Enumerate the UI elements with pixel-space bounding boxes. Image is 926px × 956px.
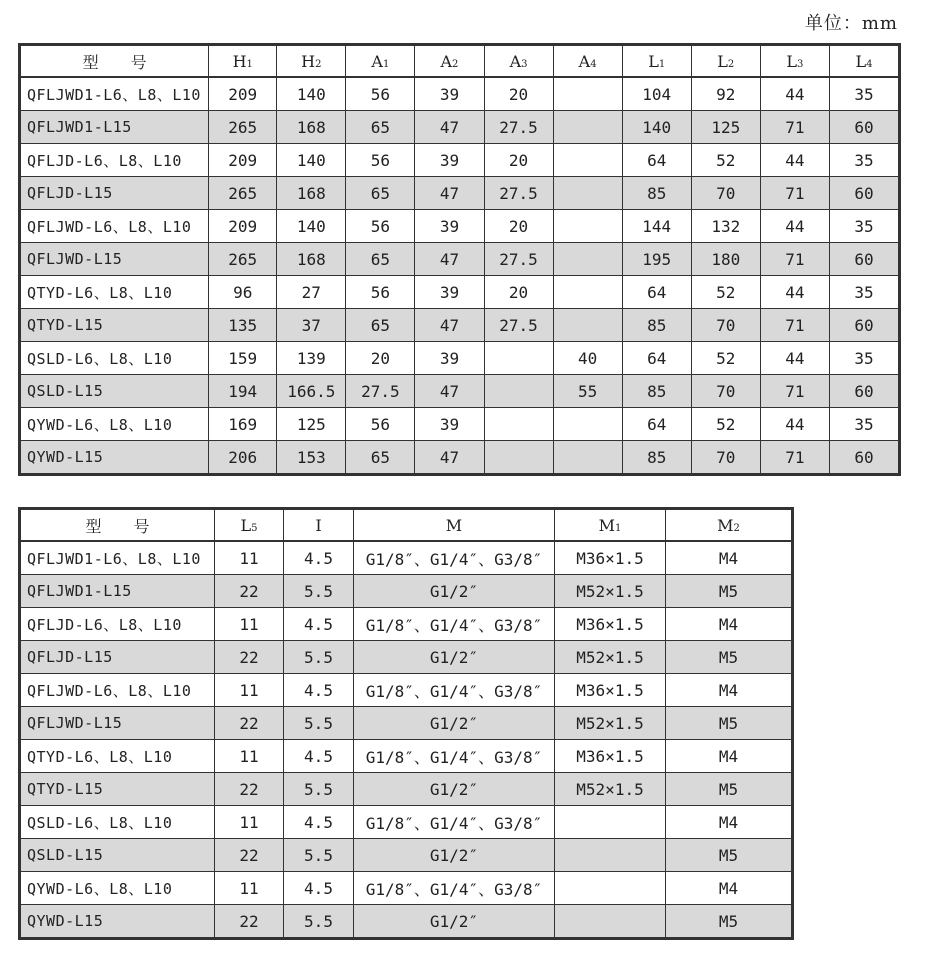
value-cell: M52×1.5 [555, 575, 666, 608]
table-row [20, 575, 793, 608]
model-cell: QFLJD-L15 [20, 641, 215, 674]
header-cell [484, 45, 553, 78]
model-cell: QFLJWD1-L6、L8、L10 [20, 541, 215, 575]
value-cell: 5.5 [284, 707, 354, 740]
value-cell: 35 [829, 276, 899, 309]
value-cell: 85 [622, 177, 691, 210]
header-cell [691, 45, 760, 78]
model-cell: QYWD-L6、L8、L10 [20, 872, 215, 905]
table-row [20, 872, 793, 905]
value-cell [484, 342, 553, 375]
value-cell: 65 [346, 309, 415, 342]
value-cell: 144 [622, 210, 691, 243]
value-cell: 159 [209, 342, 277, 375]
value-cell: 140 [622, 111, 691, 144]
value-cell: 11 [215, 674, 284, 707]
value-cell: 169 [209, 408, 277, 441]
table-row [20, 839, 793, 872]
value-cell: M36×1.5 [555, 740, 666, 773]
value-cell [555, 905, 666, 939]
value-cell: 265 [209, 111, 277, 144]
value-cell: 39 [415, 210, 484, 243]
value-cell: 85 [622, 441, 691, 475]
value-cell: 11 [215, 608, 284, 641]
value-cell: 5.5 [284, 641, 354, 674]
value-cell: 65 [346, 441, 415, 475]
value-cell: 4.5 [284, 740, 354, 773]
value-cell: 139 [277, 342, 346, 375]
header-cell [666, 509, 793, 542]
value-cell [553, 309, 622, 342]
header-cell [209, 45, 277, 78]
value-cell: G1/8″、G1/4″、G3/8″ [354, 608, 555, 641]
value-cell: 39 [415, 77, 484, 111]
header-label: M [717, 515, 734, 535]
value-cell: 166.5 [277, 375, 346, 408]
model-cell: QFLJWD-L6、L8、L10 [20, 674, 215, 707]
table-row [20, 309, 900, 342]
value-cell: 65 [346, 243, 415, 276]
value-cell: 70 [691, 177, 760, 210]
value-cell [555, 872, 666, 905]
value-cell: M36×1.5 [555, 541, 666, 575]
header-subscript: 3 [796, 58, 804, 70]
model-cell: QFLJWD-L15 [20, 707, 215, 740]
value-cell: 70 [691, 309, 760, 342]
table-row [20, 608, 793, 641]
header-label: A [578, 51, 591, 71]
value-cell: 70 [691, 375, 760, 408]
value-cell [553, 243, 622, 276]
value-cell: M36×1.5 [555, 674, 666, 707]
value-cell [484, 441, 553, 475]
value-cell: 27.5 [346, 375, 415, 408]
value-cell: 22 [215, 839, 284, 872]
table-row [20, 243, 900, 276]
value-cell: M4 [666, 740, 793, 773]
value-cell: 22 [215, 575, 284, 608]
value-cell: 44 [760, 77, 829, 111]
value-cell: M5 [666, 773, 793, 806]
header-subscript: 4 [866, 58, 873, 70]
header-cell [553, 45, 622, 78]
header-model [20, 509, 215, 542]
value-cell: 265 [209, 177, 277, 210]
table-row [20, 674, 793, 707]
value-cell: M36×1.5 [555, 608, 666, 641]
value-cell [553, 210, 622, 243]
value-cell: 85 [622, 309, 691, 342]
value-cell: 39 [415, 276, 484, 309]
value-cell: 35 [829, 342, 899, 375]
header-label: L [240, 515, 252, 535]
header-subscript: 1 [615, 522, 622, 534]
model-cell: QTYD-L6、L8、L10 [20, 276, 209, 309]
value-cell: G1/2″ [354, 839, 555, 872]
value-cell: M4 [666, 674, 793, 707]
model-cell: QFLJD-L15 [20, 177, 209, 210]
value-cell: G1/2″ [354, 773, 555, 806]
value-cell: 44 [760, 210, 829, 243]
value-cell: M5 [666, 905, 793, 939]
value-cell: 140 [277, 77, 346, 111]
table-row [20, 740, 793, 773]
header-cell [555, 509, 666, 542]
value-cell: 27.5 [484, 111, 553, 144]
header-label: L [648, 51, 659, 71]
value-cell: 55 [553, 375, 622, 408]
value-cell: 22 [215, 905, 284, 939]
table-row [20, 905, 793, 939]
value-cell: 22 [215, 773, 284, 806]
value-cell: 60 [829, 243, 899, 276]
unit-label: 单位：mm [804, 13, 898, 34]
header-cell [354, 509, 555, 542]
value-cell: 60 [829, 177, 899, 210]
value-cell: 168 [277, 243, 346, 276]
header-cell [277, 45, 346, 78]
value-cell: 11 [215, 872, 284, 905]
value-cell: M4 [666, 541, 793, 575]
value-cell: 153 [277, 441, 346, 475]
value-cell: 52 [691, 276, 760, 309]
value-cell: 195 [622, 243, 691, 276]
header-subscript: 4 [590, 58, 597, 70]
table-row [20, 541, 793, 575]
value-cell: 39 [415, 144, 484, 177]
value-cell [555, 806, 666, 839]
value-cell: M5 [666, 707, 793, 740]
model-cell: QSLD-L6、L8、L10 [20, 342, 209, 375]
value-cell: 39 [415, 408, 484, 441]
value-cell: 47 [415, 111, 484, 144]
value-cell: 65 [346, 111, 415, 144]
header-subscript: 2 [315, 58, 322, 70]
header-label: L [786, 51, 797, 71]
value-cell: 56 [346, 408, 415, 441]
value-cell: 22 [215, 641, 284, 674]
value-cell: 4.5 [284, 872, 354, 905]
value-cell: M4 [666, 872, 793, 905]
model-cell: QFLJWD-L15 [20, 243, 209, 276]
model-cell: QTYD-L15 [20, 309, 209, 342]
value-cell: 92 [691, 77, 760, 111]
value-cell: 125 [691, 111, 760, 144]
value-cell: 209 [209, 210, 277, 243]
value-cell [484, 375, 553, 408]
value-cell: 11 [215, 541, 284, 575]
value-cell: 52 [691, 408, 760, 441]
value-cell: G1/2″ [354, 575, 555, 608]
header-cell [622, 45, 691, 78]
header-label: L [717, 51, 728, 71]
header-row [20, 45, 900, 78]
value-cell: 27.5 [484, 243, 553, 276]
table-row [20, 210, 900, 243]
model-cell: QFLJD-L6、L8、L10 [20, 608, 215, 641]
value-cell: 44 [760, 342, 829, 375]
value-cell: 168 [277, 111, 346, 144]
value-cell: 60 [829, 111, 899, 144]
value-cell: 180 [691, 243, 760, 276]
model-cell: QTYD-L15 [20, 773, 215, 806]
table-row [20, 276, 900, 309]
model-cell: QYWD-L15 [20, 905, 215, 939]
value-cell: 52 [691, 342, 760, 375]
model-cell: QSLD-L6、L8、L10 [20, 806, 215, 839]
value-cell: 206 [209, 441, 277, 475]
table-row [20, 806, 793, 839]
value-cell: 65 [346, 177, 415, 210]
header-cell [829, 45, 899, 78]
header-cell [346, 45, 415, 78]
value-cell: 64 [622, 276, 691, 309]
value-cell: 5.5 [284, 839, 354, 872]
value-cell: 60 [829, 309, 899, 342]
value-cell: 35 [829, 144, 899, 177]
header-label: L [855, 51, 867, 71]
value-cell: 140 [277, 210, 346, 243]
value-cell: 64 [622, 408, 691, 441]
value-cell: 4.5 [284, 541, 354, 575]
value-cell: 22 [215, 707, 284, 740]
value-cell: 71 [760, 243, 829, 276]
header-label: 型 号 [85, 516, 150, 536]
value-cell: 64 [622, 342, 691, 375]
value-cell: 47 [415, 375, 484, 408]
value-cell [553, 77, 622, 111]
value-cell: 37 [277, 309, 346, 342]
value-cell: 35 [829, 408, 899, 441]
header-label: A [509, 51, 522, 71]
value-cell [553, 276, 622, 309]
dimensions-table-1 [18, 43, 901, 476]
value-cell: M52×1.5 [555, 773, 666, 806]
value-cell: M52×1.5 [555, 707, 666, 740]
value-cell: 27.5 [484, 309, 553, 342]
header-subscript: 2 [452, 58, 459, 70]
header-label: I [315, 515, 322, 535]
value-cell: 11 [215, 806, 284, 839]
header-row [20, 509, 793, 542]
value-cell [484, 408, 553, 441]
table-row [20, 144, 900, 177]
value-cell: 47 [415, 309, 484, 342]
model-cell: QSLD-L15 [20, 839, 215, 872]
header-label: M [445, 515, 463, 535]
value-cell: 4.5 [284, 806, 354, 839]
value-cell: 47 [415, 441, 484, 475]
value-cell: 56 [346, 144, 415, 177]
value-cell: 35 [829, 77, 899, 111]
value-cell [555, 839, 666, 872]
table-row [20, 773, 793, 806]
value-cell: 47 [415, 177, 484, 210]
value-cell: 44 [760, 276, 829, 309]
header-label: A [371, 51, 383, 71]
header-label: H [232, 51, 247, 71]
table-row [20, 641, 793, 674]
value-cell: 71 [760, 309, 829, 342]
value-cell: 44 [760, 144, 829, 177]
model-cell: QFLJWD-L6、L8、L10 [20, 210, 209, 243]
value-cell: G1/8″、G1/4″、G3/8″ [354, 872, 555, 905]
value-cell: G1/8″、G1/4″、G3/8″ [354, 674, 555, 707]
value-cell: G1/8″、G1/4″、G3/8″ [354, 541, 555, 575]
value-cell: 71 [760, 111, 829, 144]
header-label: M [598, 515, 615, 535]
value-cell: 56 [346, 77, 415, 111]
value-cell [553, 144, 622, 177]
model-cell: QTYD-L6、L8、L10 [20, 740, 215, 773]
value-cell: 60 [829, 441, 899, 475]
header-label: A [440, 51, 453, 71]
value-cell: 20 [484, 77, 553, 111]
header-subscript: 2 [727, 58, 735, 70]
value-cell: 71 [760, 441, 829, 475]
value-cell: 140 [277, 144, 346, 177]
value-cell: M52×1.5 [555, 641, 666, 674]
value-cell: 135 [209, 309, 277, 342]
value-cell: M5 [666, 641, 793, 674]
value-cell [553, 111, 622, 144]
table-row [20, 408, 900, 441]
value-cell: 27.5 [484, 177, 553, 210]
table-row [20, 441, 900, 475]
value-cell: G1/8″、G1/4″、G3/8″ [354, 806, 555, 839]
value-cell [553, 408, 622, 441]
value-cell: 60 [829, 375, 899, 408]
value-cell: 27 [277, 276, 346, 309]
value-cell: 56 [346, 276, 415, 309]
model-cell: QFLJWD1-L6、L8、L10 [20, 77, 209, 111]
header-label: H [301, 51, 316, 71]
table-row [20, 177, 900, 210]
value-cell: 20 [484, 210, 553, 243]
value-cell: M4 [666, 608, 793, 641]
header-cell [284, 509, 354, 542]
value-cell: 209 [209, 77, 277, 111]
header-model [20, 45, 209, 78]
value-cell: 52 [691, 144, 760, 177]
header-label: 型 号 [82, 52, 147, 72]
value-cell: 194 [209, 375, 277, 408]
value-cell: 209 [209, 144, 277, 177]
header-subscript: 3 [521, 58, 528, 70]
value-cell: 96 [209, 276, 277, 309]
header-cell [415, 45, 484, 78]
model-cell: QFLJWD1-L15 [20, 111, 209, 144]
value-cell: 265 [209, 243, 277, 276]
value-cell: 5.5 [284, 773, 354, 806]
value-cell: 125 [277, 408, 346, 441]
value-cell: G1/2″ [354, 905, 555, 939]
value-cell: 11 [215, 740, 284, 773]
table-row [20, 342, 900, 375]
model-cell: QFLJWD1-L15 [20, 575, 215, 608]
value-cell: 71 [760, 177, 829, 210]
value-cell: G1/8″、G1/4″、G3/8″ [354, 740, 555, 773]
model-cell: QYWD-L6、L8、L10 [20, 408, 209, 441]
model-cell: QFLJD-L6、L8、L10 [20, 144, 209, 177]
header-subscript: 5 [251, 522, 258, 534]
value-cell: 71 [760, 375, 829, 408]
value-cell: 4.5 [284, 674, 354, 707]
model-cell: QSLD-L15 [20, 375, 209, 408]
table-row [20, 375, 900, 408]
value-cell: 44 [760, 408, 829, 441]
model-cell: QYWD-L15 [20, 441, 209, 475]
value-cell: 4.5 [284, 608, 354, 641]
header-subscript: 2 [733, 522, 740, 534]
value-cell: 132 [691, 210, 760, 243]
value-cell: 64 [622, 144, 691, 177]
value-cell: G1/2″ [354, 707, 555, 740]
value-cell: 104 [622, 77, 691, 111]
value-cell: M5 [666, 839, 793, 872]
value-cell: 56 [346, 210, 415, 243]
value-cell [553, 177, 622, 210]
header-cell [215, 509, 284, 542]
value-cell: 39 [415, 342, 484, 375]
table-row [20, 77, 900, 111]
dimensions-table-2 [18, 507, 794, 940]
value-cell: 47 [415, 243, 484, 276]
value-cell: G1/2″ [354, 641, 555, 674]
value-cell: 20 [484, 276, 553, 309]
value-cell: 85 [622, 375, 691, 408]
header-subscript: 1 [658, 58, 666, 70]
value-cell: 70 [691, 441, 760, 475]
value-cell: 40 [553, 342, 622, 375]
value-cell: M5 [666, 575, 793, 608]
value-cell: 20 [346, 342, 415, 375]
value-cell: 168 [277, 177, 346, 210]
table-row [20, 111, 900, 144]
value-cell: M4 [666, 806, 793, 839]
value-cell: 5.5 [284, 575, 354, 608]
value-cell: 20 [484, 144, 553, 177]
value-cell: 5.5 [284, 905, 354, 939]
header-subscript: 1 [246, 58, 253, 70]
header-cell [760, 45, 829, 78]
header-subscript: 1 [382, 58, 390, 70]
value-cell [553, 441, 622, 475]
table-row [20, 707, 793, 740]
value-cell: 35 [829, 210, 899, 243]
